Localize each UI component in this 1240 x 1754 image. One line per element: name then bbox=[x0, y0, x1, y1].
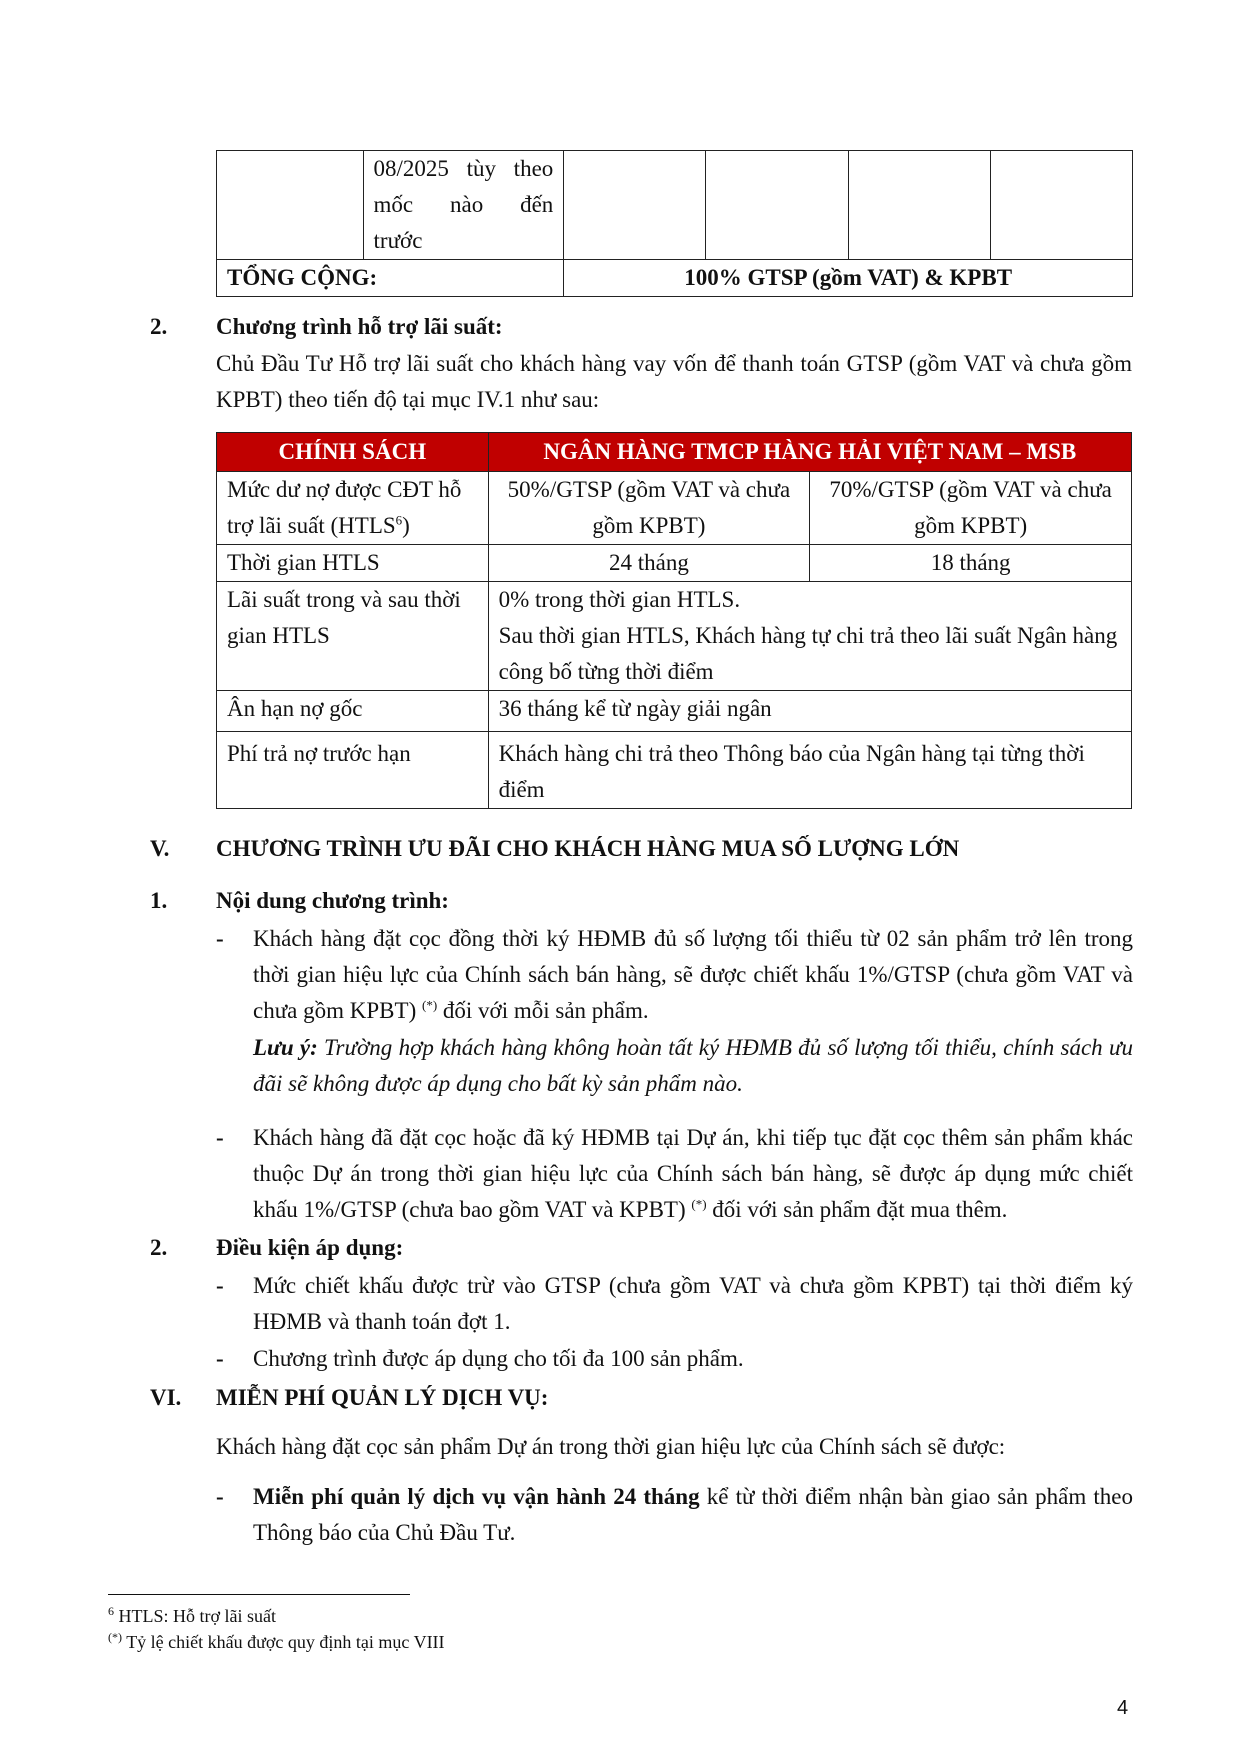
note-label: Lưu ý: bbox=[253, 1035, 318, 1060]
section-title: CHƯƠNG TRÌNH ƯU ĐÃI CHO KHÁCH HÀNG MUA SỐ LƯỢNG LỚN bbox=[216, 836, 960, 861]
row-label: Thời gian HTLS bbox=[217, 545, 489, 582]
list-item: Miễn phí quản lý dịch vụ vận hành 24 tháng kể từ thời điểm nhận bàn giao sản phẩm theo Thông báo của Chủ Đầu Tư. bbox=[253, 1484, 1134, 1545]
table-cell bbox=[706, 151, 848, 260]
paragraph: Chủ Đầu Tư Hỗ trợ lãi suất cho khách hàng vay vốn để thanh toán GTSP (gồm VAT và chưa gồm KPBT) theo tiến độ tại mục IV.1 như sau: bbox=[216, 351, 1132, 412]
row-label: Ân hạn nợ gốc bbox=[217, 691, 489, 732]
section-number: VI. bbox=[150, 1385, 182, 1410]
row-value-line: 0% trong thời gian HTLS. bbox=[498, 587, 741, 612]
bullet-dash: - bbox=[216, 1346, 224, 1371]
continued-text-line: mốc nào đến bbox=[373, 192, 554, 217]
table-cell bbox=[564, 151, 706, 260]
row-value: 50%/GTSP (gồm VAT và chưa gồm KPBT) bbox=[488, 472, 810, 545]
bullet-dash: - bbox=[216, 1125, 224, 1150]
list-item: Mức chiết khấu được trừ vào GTSP (chưa gồm VAT và chưa gồm KPBT) tại thời điểm ký HĐMB và thanh toán đợt 1. bbox=[253, 1273, 1133, 1334]
table-row bbox=[217, 545, 1132, 582]
table-header-policy: CHÍNH SÁCH bbox=[217, 433, 489, 472]
subsection-title: Điều kiện áp dụng: bbox=[216, 1235, 404, 1260]
row-value-line: Sau thời gian HTLS, Khách hàng tự chi trả theo lãi suất Ngân hàng công bố từng thời điểm bbox=[498, 623, 1118, 684]
note: Lưu ý: Trường hợp khách hàng không hoàn tất ký HĐMB đủ số lượng tối thiểu, chính sách ưu đãi sẽ không được áp dụng cho bất kỳ sản phẩm nào. bbox=[253, 1035, 1133, 1096]
interest-rate-table bbox=[216, 432, 1132, 809]
row-value: Khách hàng chi trả theo Thông báo của Ngân hàng tại từng thời điểm bbox=[488, 732, 1131, 809]
footnote: $^6$ HTLS: Hỗ trợ lãi suất bbox=[108, 1604, 276, 1626]
row-value bbox=[488, 582, 1131, 691]
row-value: 36 tháng kể từ ngày giải ngân bbox=[488, 691, 1131, 732]
bold-text: Miễn phí quản lý dịch vụ vận hành 24 tháng bbox=[253, 1484, 700, 1509]
bullet-dash: - bbox=[216, 1484, 224, 1509]
bullet-dash: - bbox=[216, 926, 224, 951]
footnote-separator bbox=[108, 1594, 410, 1595]
table-row bbox=[217, 691, 1132, 732]
row-value: 24 tháng bbox=[488, 545, 810, 582]
table-cell bbox=[363, 151, 564, 260]
list-item: Khách hàng đặt cọc đồng thời ký HĐMB đủ số lượng tối thiểu từ 02 sản phẩm trở lên trong thời gian hiệu lực của Chính sách bán hàng, sẽ được chiết khấu 1%/GTSP (chưa gồm VAT và chưa gồm KPBT) (*) đối với mỗi sản phẩm. bbox=[253, 926, 1133, 1023]
continued-text-line: trước bbox=[373, 228, 423, 253]
footnote: (*) Tỷ lệ chiết khấu được quy định tại mục VIII bbox=[108, 1630, 445, 1652]
table-header-row bbox=[217, 433, 1132, 472]
subsection-number: 1. bbox=[150, 888, 168, 913]
table-row bbox=[217, 260, 1133, 297]
table-cell bbox=[990, 151, 1132, 260]
continued-text-line: 08/2025 tùy theo bbox=[373, 156, 554, 181]
table-header-bank: NGÂN HÀNG TMCP HÀNG HẢI VIỆT NAM – MSB bbox=[488, 433, 1131, 472]
table-cell bbox=[217, 151, 364, 260]
list-item: Khách hàng đã đặt cọc hoặc đã ký HĐMB tại Dự án, khi tiếp tục đặt cọc thêm sản phẩm khác thuộc Dự án trong thời gian hiệu lực của Chính sách bán hàng, sẽ được áp dụng mức chiết khấu 1%/GTSP (chưa bao gồm VAT và KPBT) (*) đối với sản phẩm đặt mua thêm. bbox=[253, 1125, 1133, 1222]
row-label: Lãi suất trong và sau thời gian HTLS bbox=[217, 582, 489, 691]
section-title: Chương trình hỗ trợ lãi suất: bbox=[216, 314, 503, 339]
total-label: TỔNG CỘNG: bbox=[217, 260, 564, 297]
table-row bbox=[217, 582, 1132, 691]
subsection-number: 2. bbox=[150, 1235, 168, 1260]
continued-text bbox=[374, 151, 554, 259]
row-label: Phí trả nợ trước hạn bbox=[217, 732, 489, 809]
list-item: Chương trình được áp dụng cho tối đa 100 sản phẩm. bbox=[253, 1346, 744, 1371]
paragraph: Khách hàng đặt cọc sản phẩm Dự án trong thời gian hiệu lực của Chính sách sẽ được: bbox=[216, 1434, 1006, 1459]
page-number: 4 bbox=[1117, 1697, 1129, 1719]
table-row bbox=[217, 151, 1133, 260]
section-title: MIỄN PHÍ QUẢN LÝ DỊCH VỤ: bbox=[216, 1385, 549, 1410]
row-label: Mức dư nợ được CĐT hỗ trợ lãi suất (HTLS$^6$) bbox=[217, 472, 489, 545]
row-value: 18 tháng bbox=[810, 545, 1132, 582]
row-value: 70%/GTSP (gồm VAT và chưa gồm KPBT) bbox=[810, 472, 1132, 545]
section-number: V. bbox=[150, 836, 170, 861]
table-row bbox=[217, 472, 1132, 545]
table-row bbox=[217, 732, 1132, 809]
section-number: 2. bbox=[150, 314, 168, 339]
table-cell bbox=[848, 151, 990, 260]
bullet-dash: - bbox=[216, 1273, 224, 1298]
total-value: 100% GTSP (gồm VAT) & KPBT bbox=[564, 260, 1133, 297]
subsection-title: Nội dung chương trình: bbox=[216, 888, 449, 913]
continuation-table bbox=[216, 150, 1133, 297]
